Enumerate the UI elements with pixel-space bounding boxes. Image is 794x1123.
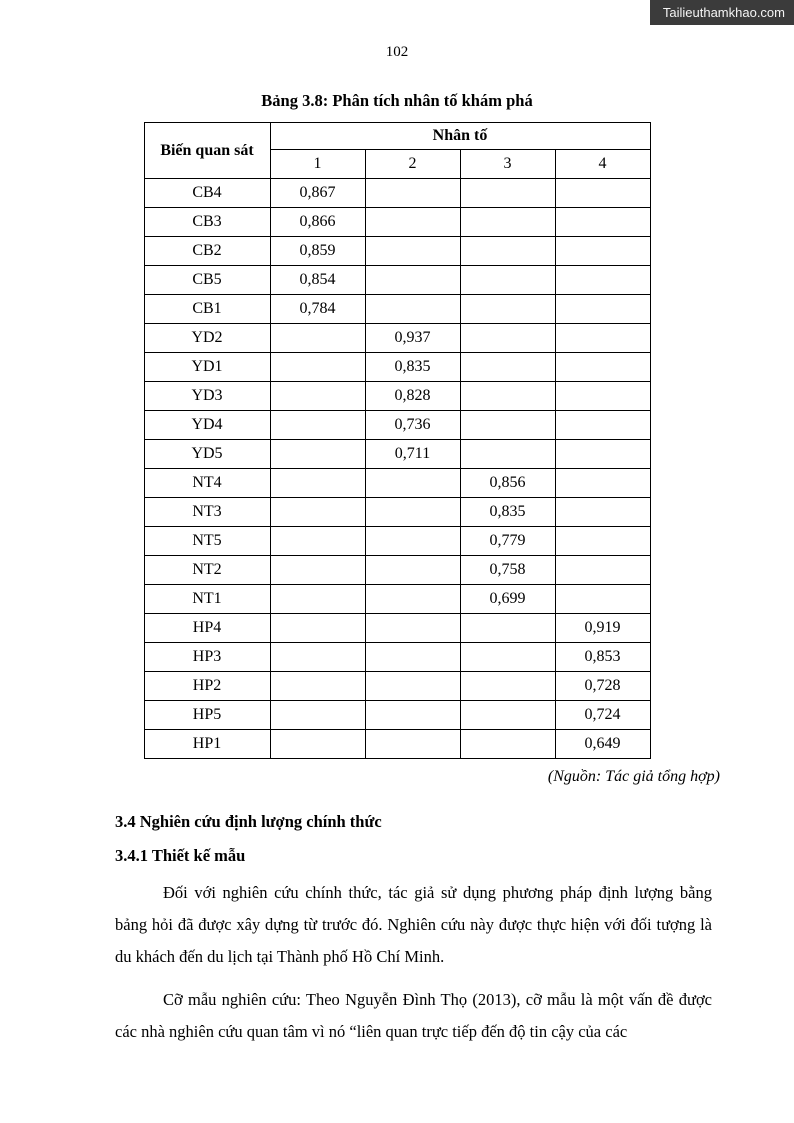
factor-loading-cell: [270, 382, 365, 411]
watermark: Tailieuthamkhao.com: [650, 0, 794, 25]
factor-loading-cell: [365, 295, 460, 324]
table-row: [144, 585, 650, 614]
factor-loading-cell: [270, 498, 365, 527]
table-row: [144, 614, 650, 643]
table-row: [144, 469, 650, 498]
factor-loading-cell: [365, 527, 460, 556]
factor-loading-cell: 0,699: [460, 585, 555, 614]
factor-loading-cell: [460, 730, 555, 759]
table-row: [144, 730, 650, 759]
factor-loading-cell: [460, 614, 555, 643]
table-row: [144, 295, 650, 324]
variable-label-cell: CB1: [144, 295, 270, 324]
factor-loading-cell: [460, 237, 555, 266]
factor-loading-cell: [365, 643, 460, 672]
factor-loading-cell: [460, 353, 555, 382]
table-row: [144, 440, 650, 469]
section-heading-3-4: 3.4 Nghiên cứu định lượng chính thức: [115, 812, 382, 831]
factor-loading-cell: 0,859: [270, 237, 365, 266]
factor-loading-cell: [555, 556, 650, 585]
factor-loading-cell: [270, 643, 365, 672]
table-row: [144, 643, 650, 672]
factor-loading-cell: 0,758: [460, 556, 555, 585]
table-row: [144, 556, 650, 585]
factor-loading-cell: [270, 440, 365, 469]
table-row: [144, 266, 650, 295]
variable-label-cell: HP1: [144, 730, 270, 759]
factor-loading-cell: [365, 556, 460, 585]
factor-loading-cell: [460, 208, 555, 237]
factor-loading-cell: [555, 266, 650, 295]
factor-loading-cell: [270, 527, 365, 556]
factor-loading-cell: 0,919: [555, 614, 650, 643]
factor-loading-cell: [270, 469, 365, 498]
table-row: [144, 672, 650, 701]
factor-loading-cell: 0,649: [555, 730, 650, 759]
table-source-note: (Nguồn: Tác giả tổng hợp): [547, 768, 720, 785]
variable-label-cell: YD1: [144, 353, 270, 382]
variable-label-cell: NT2: [144, 556, 270, 585]
factor-loading-cell: [270, 353, 365, 382]
factor-loading-cell: [555, 179, 650, 208]
variable-label-cell: HP4: [144, 614, 270, 643]
table-row: [144, 498, 650, 527]
factor-loading-cell: [460, 295, 555, 324]
table-row: [144, 353, 650, 382]
factor-loading-cell: [555, 353, 650, 382]
factor-loading-cell: 0,866: [270, 208, 365, 237]
factor-column-header-3: 3: [460, 150, 555, 179]
factor-loading-cell: 0,724: [555, 701, 650, 730]
variable-column-header: Biến quan sát: [144, 123, 270, 179]
table-row: [144, 179, 650, 208]
factor-loading-cell: [365, 585, 460, 614]
factor-loading-cell: 0,779: [460, 527, 555, 556]
factor-loading-cell: [460, 324, 555, 353]
factor-loading-cell: [365, 469, 460, 498]
factor-loading-cell: 0,728: [555, 672, 650, 701]
factor-column-header-4: 4: [555, 150, 650, 179]
factor-loading-cell: [555, 382, 650, 411]
factor-loading-cell: [460, 266, 555, 295]
factor-column-header-1: 1: [270, 150, 365, 179]
variable-label-cell: YD4: [144, 411, 270, 440]
variable-label-cell: NT1: [144, 585, 270, 614]
factor-group-header: Nhân tố: [270, 123, 650, 150]
factor-loading-cell: [365, 614, 460, 643]
factor-loading-cell: [460, 701, 555, 730]
factor-loading-cell: [555, 469, 650, 498]
table-row: [144, 382, 650, 411]
variable-label-cell: HP5: [144, 701, 270, 730]
factor-loading-cell: [270, 556, 365, 585]
table-row: [144, 208, 650, 237]
variable-label-cell: YD3: [144, 382, 270, 411]
factor-loading-cell: [460, 179, 555, 208]
factor-loading-cell: [555, 585, 650, 614]
variable-label-cell: NT3: [144, 498, 270, 527]
factor-loading-cell: 0,784: [270, 295, 365, 324]
factor-loading-cell: 0,835: [365, 353, 460, 382]
page-number: 102: [385, 44, 409, 60]
factor-loading-cell: [365, 208, 460, 237]
factor-loading-cell: [555, 324, 650, 353]
factor-loading-cell: [555, 527, 650, 556]
factor-loading-cell: [460, 643, 555, 672]
factor-loading-cell: [365, 237, 460, 266]
body-text-area: [0, 812, 794, 1048]
factor-analysis-table: [144, 122, 651, 759]
factor-loading-cell: [365, 498, 460, 527]
variable-label-cell: YD5: [144, 440, 270, 469]
factor-loading-cell: [270, 585, 365, 614]
factor-loading-cell: [460, 382, 555, 411]
factor-loading-cell: [460, 672, 555, 701]
variable-label-cell: CB4: [144, 179, 270, 208]
table-header-row-top: [144, 123, 650, 150]
variable-label-cell: CB5: [144, 266, 270, 295]
variable-label-cell: CB3: [144, 208, 270, 237]
variable-label-cell: NT4: [144, 469, 270, 498]
table-row: [144, 237, 650, 266]
factor-loading-cell: [365, 701, 460, 730]
factor-column-header-2: 2: [365, 150, 460, 179]
factor-loading-cell: [365, 730, 460, 759]
factor-loading-cell: [270, 672, 365, 701]
variable-label-cell: YD2: [144, 324, 270, 353]
paragraph-2: Cỡ mẫu nghiên cứu: Theo Nguyễn Đình Thọ (2013), cỡ mẫu là một vấn đề được các nhà nghiên cứu quan tâm vì nó “liên quan trực tiếp đến độ tin cậy của các: [115, 990, 712, 1041]
factor-loading-cell: 0,736: [365, 411, 460, 440]
table-body: [144, 179, 650, 759]
table-row: [144, 324, 650, 353]
factor-loading-cell: [555, 208, 650, 237]
section-heading-3-4-1: 3.4.1 Thiết kế mẫu: [115, 846, 246, 865]
factor-loading-cell: 0,854: [270, 266, 365, 295]
factor-loading-cell: [555, 498, 650, 527]
factor-loading-cell: [270, 701, 365, 730]
table-title: Bảng 3.8: Phân tích nhân tố khám phá: [261, 91, 533, 110]
variable-label-cell: CB2: [144, 237, 270, 266]
factor-loading-cell: [270, 730, 365, 759]
factor-loading-cell: [460, 411, 555, 440]
variable-label-cell: HP2: [144, 672, 270, 701]
factor-loading-cell: 0,937: [365, 324, 460, 353]
factor-loading-cell: [555, 440, 650, 469]
factor-loading-cell: [365, 266, 460, 295]
paragraph-1: Đối với nghiên cứu chính thức, tác giả sử dụng phương pháp định lượng bằng bảng hỏi đã được xây dựng từ trước đó. Nghiên cứu này được thực hiện với đối tượng là du khách đến du lịch tại Thành phố Hồ Chí Minh.: [115, 883, 712, 966]
factor-loading-cell: 0,853: [555, 643, 650, 672]
factor-loading-cell: 0,828: [365, 382, 460, 411]
factor-loading-cell: [365, 672, 460, 701]
table-row: [144, 701, 650, 730]
table-row: [144, 527, 650, 556]
factor-loading-cell: 0,711: [365, 440, 460, 469]
factor-loading-cell: 0,867: [270, 179, 365, 208]
factor-loading-cell: [460, 440, 555, 469]
factor-loading-cell: [270, 324, 365, 353]
variable-label-cell: HP3: [144, 643, 270, 672]
factor-loading-cell: [270, 411, 365, 440]
factor-loading-cell: [555, 295, 650, 324]
factor-loading-cell: [270, 614, 365, 643]
factor-loading-cell: 0,835: [460, 498, 555, 527]
factor-loading-cell: [365, 179, 460, 208]
variable-label-cell: NT5: [144, 527, 270, 556]
factor-loading-cell: [555, 411, 650, 440]
factor-loading-cell: 0,856: [460, 469, 555, 498]
factor-loading-cell: [555, 237, 650, 266]
table-row: [144, 411, 650, 440]
